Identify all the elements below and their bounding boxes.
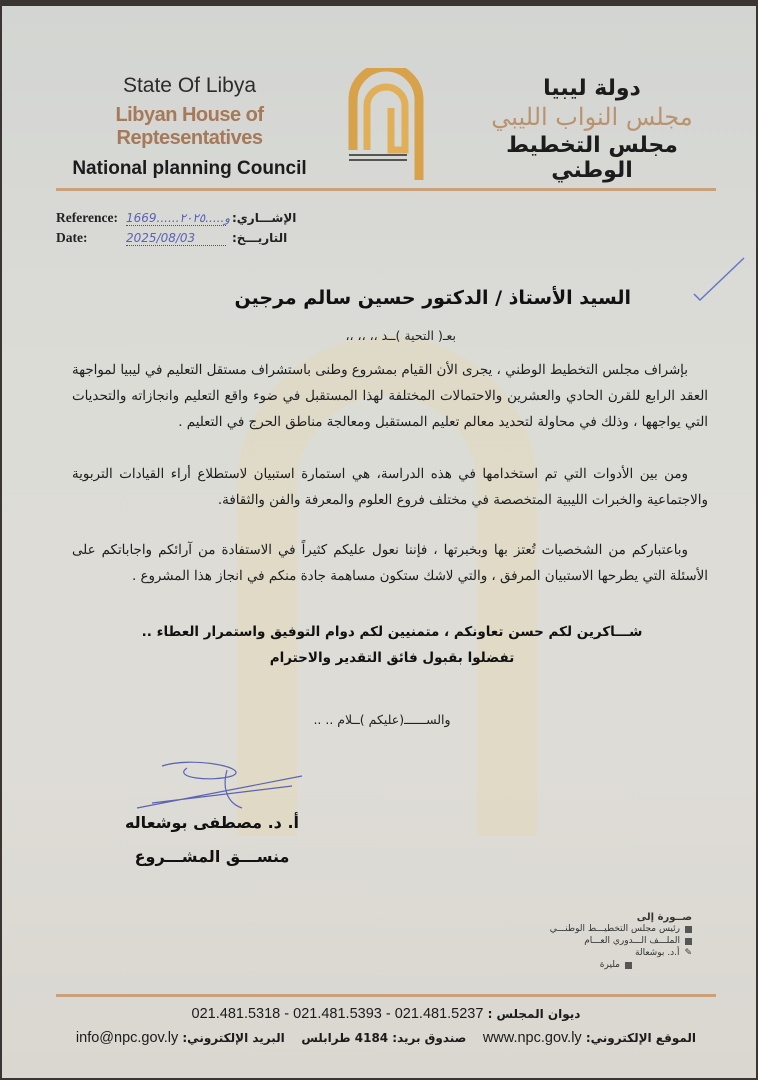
date-label-ar: التاريـــخ: (232, 231, 288, 245)
cc-item: رئيس مجلس التخطيـــط الوطنـــي (549, 924, 680, 934)
closing-regards: تفضلوا بقبول فائق التقدير والاحترام (269, 650, 515, 666)
date-label: Date: (56, 230, 88, 245)
cc-item: أ.د. بوشعالة (635, 948, 680, 958)
house-of-representatives-ar: مجلس النواب الليبي (491, 103, 693, 131)
state-of-libya: State Of Libya (122, 74, 257, 97)
house-of-representatives: Libyan House of Reptesentatives (115, 104, 264, 149)
pobox-label: صندوق بريد: (392, 1031, 467, 1045)
website-link[interactable]: www.npc.gov.ly (482, 1030, 582, 1046)
monitor-icon (625, 962, 632, 969)
list-bullet-icon (685, 926, 692, 933)
cc-title: صــورة إلى (636, 911, 692, 923)
reference-row (56, 208, 296, 228)
closing-thanks: شـــاكرين لكم حسن تعاونكم ، متمنيين لكم دوام التوفيق واستمرار العطاء .. (141, 624, 643, 640)
addressee: السيد الأستاذ / الدكتور حسين سالم مرجين (234, 287, 631, 309)
national-planning-council: National planning Council (72, 158, 307, 179)
paragraph-1-text: بإشراف مجلس التخطيط الوطني ، يجرى الأن القيام بمشروع وطنى باستشراف مستقل التعليم في ليبيا لمواجهة العقد الرابع للقرن الحادي والعشرين والاحتمالات المختلفة لهذا المستقبل في ضوء واقع التعليم وانجازاته والتحديات التي يواجهها ، وذلك في محاولة لتحديد معالم تعليم المستقبل ومعالجة مناطق الحرج في التعليم . (71, 363, 708, 430)
signer-title: منســـق المشـــروع (134, 847, 290, 866)
cc-item: مليرة (599, 960, 620, 970)
email-link[interactable]: info@npc.gov.ly (75, 1030, 179, 1046)
paragraph-3 (72, 538, 708, 590)
closing-salam: والســــــ(عليكم )ــلام .. .. (313, 712, 451, 727)
paragraph-2 (72, 462, 708, 514)
paragraph-2-text: ومن بين الأدوات التي تم استخدامها في هذه الدراسة، هي استمارة استبيان لاستطلاع أراء القيادات التربوية والاجتماعية والخبرات الليبية المتخصصة في مختلف فروع العلوم والمعرفة والفن والثقافة. (72, 467, 708, 508)
footer-divider (56, 994, 716, 997)
pobox-value: 4184 طرابلس (301, 1031, 389, 1045)
header-english (52, 74, 327, 180)
phone-label: ديوان المجلس : (487, 1007, 581, 1021)
cc-block (442, 911, 692, 971)
date-row (56, 228, 296, 248)
signer-name: أ. د. مصطفى بوشعاله (124, 813, 300, 832)
letter-page (2, 6, 756, 1078)
website-label: الموقع الإلكتروني: (585, 1031, 697, 1045)
footer-phones (56, 1006, 716, 1022)
council-logo-icon (347, 68, 425, 186)
pen-icon: ✎ (684, 948, 692, 958)
paragraph-3-text: وباعتباركم من الشخصيات تُعتز بها وبخبرتها ، فإننا نعول عليكم كثيراً في الاستفادة من آرائكم واجاباتكم على الأسئلة التي يطرحها الاستبيان المرفق ، والتي لاشك ستكون مساهمة جادة منكم في انجاز هذا المشروع . (72, 543, 708, 584)
header-arabic (462, 76, 722, 183)
reference-value: 1669......و.....٢٠٢٥ (126, 210, 231, 225)
cc-item: الملـــف الـــدوري العـــام (584, 936, 680, 946)
reference-block (56, 208, 296, 248)
paragraph-1 (72, 358, 708, 436)
greeting: بعـ( التحية )ــد ،، ،، ،، (345, 328, 456, 343)
phone-numbers: 021.481.5318 - 021.481.5393 - 021.481.5237 (191, 1006, 484, 1022)
checkmark-icon (692, 256, 747, 306)
reference-label: Reference: (56, 210, 118, 225)
header-divider (56, 188, 716, 191)
footer-contacts (56, 1030, 716, 1046)
date-value: 2025/08/03 (126, 231, 226, 246)
reference-label-ar: الإشـــاري: (232, 211, 297, 225)
email-label: البريد الإلكتروني: (182, 1031, 285, 1045)
state-of-libya-ar: دولة ليبيا (543, 76, 641, 101)
signer-block (112, 806, 312, 874)
national-planning-council-ar: مجلس التخطيط الوطني (506, 133, 678, 183)
list-bullet-icon (685, 938, 692, 945)
